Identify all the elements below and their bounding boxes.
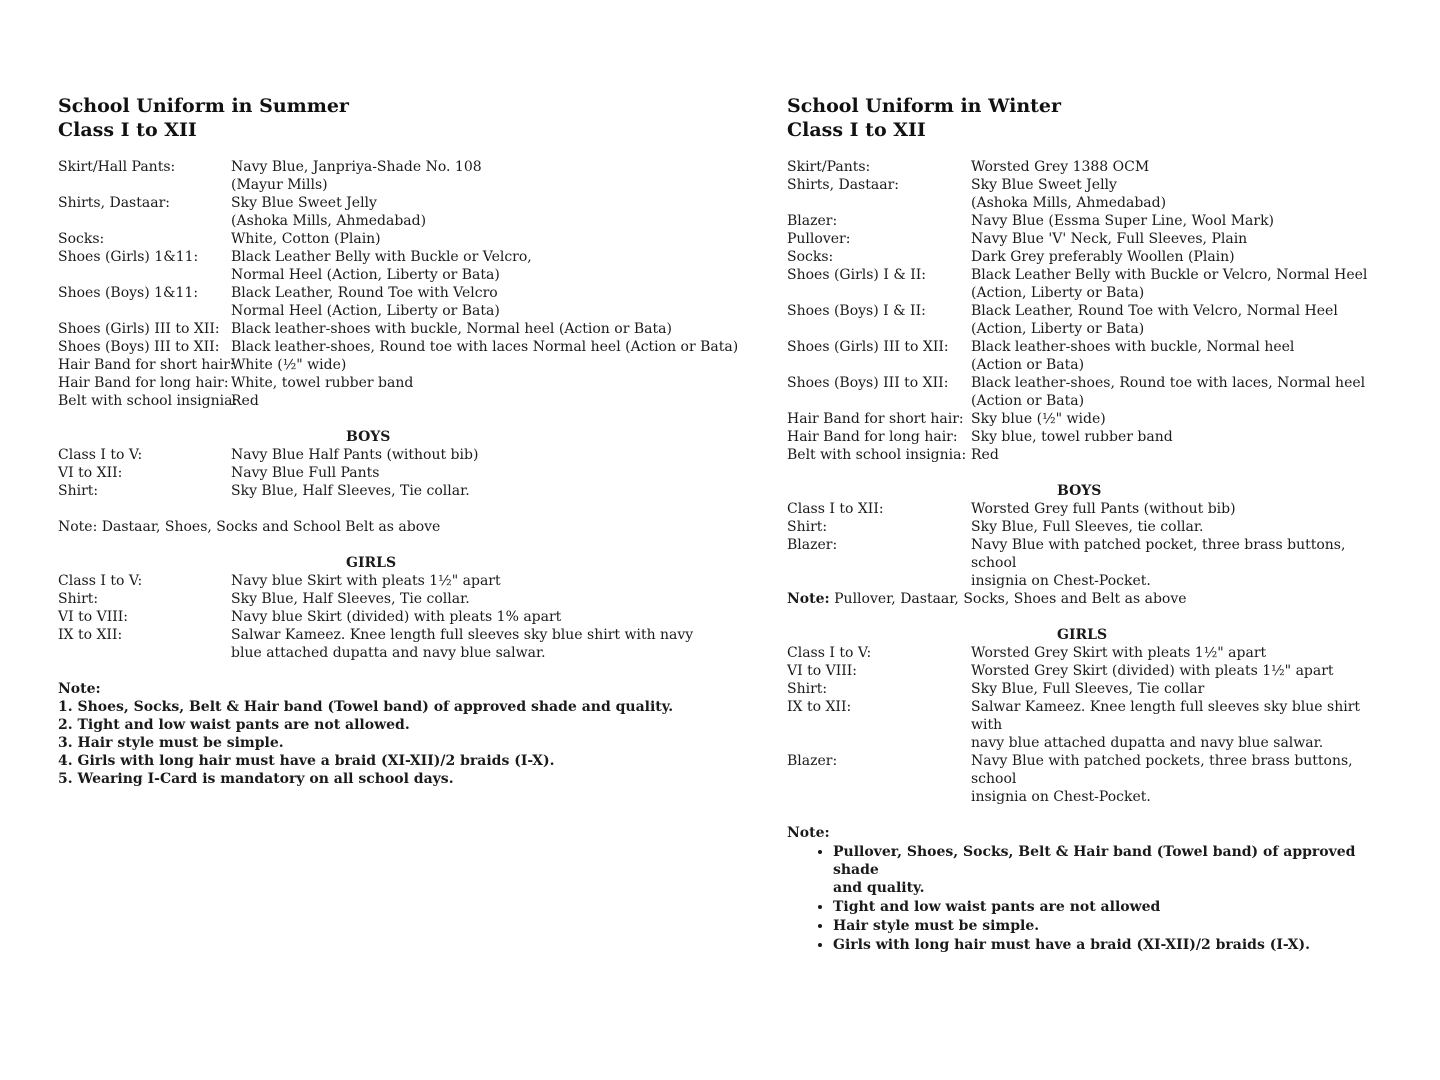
spec-value — [231, 158, 718, 194]
spec-label: Socks: — [787, 249, 834, 265]
spec-label: Shoes (Girls) I & II: — [787, 267, 927, 283]
spec-label: Shirt: — [58, 591, 99, 607]
summer-note-4: 4. Girls with long hair must have a braid (XI-XII)/2 braids (I-X). — [58, 753, 555, 769]
spec-label: Shoes (Boys) 1&11: — [58, 285, 199, 301]
spec-value — [971, 374, 1377, 410]
spec-value — [971, 698, 1377, 752]
spec-value-line: Red — [231, 393, 259, 409]
spec-label: Belt with school insignia: — [58, 393, 238, 409]
spec-label: Class I to XII: — [787, 501, 884, 517]
spec-value-line: Worsted Grey 1388 OCM — [971, 159, 1150, 175]
spec-value — [971, 518, 1377, 536]
spec-row — [787, 518, 1377, 536]
spec-value — [971, 158, 1377, 176]
spec-value — [231, 392, 718, 410]
spec-label: Skirt/Hall Pants: — [58, 159, 176, 175]
spec-row — [58, 482, 718, 500]
spec-value-line: (Ashoka Mills, Ahmedabad) — [231, 213, 427, 229]
spec-value-line: Sky blue (½" wide) — [971, 411, 1106, 427]
spec-value — [971, 752, 1377, 806]
spec-value-line: Navy blue Skirt with pleats 1½" apart — [231, 573, 501, 589]
spec-value-line: Sky Blue, Half Sleeves, Tie collar. — [231, 591, 470, 607]
summer-notes-title: Note: — [58, 681, 101, 697]
summer-girls-items — [58, 572, 718, 662]
spec-row — [58, 572, 718, 590]
spec-value-line: Navy Blue with patched pockets, three brass buttons, school — [971, 753, 1353, 787]
spec-row — [787, 500, 1377, 518]
winter-girls-items — [787, 644, 1377, 806]
spec-value — [231, 590, 718, 608]
spec-row — [58, 284, 718, 320]
spec-row — [58, 464, 718, 482]
spec-row — [787, 248, 1377, 266]
spec-value-line: White, towel rubber band — [231, 375, 414, 391]
spec-value — [231, 194, 718, 230]
spec-value-line: Sky Blue, Full Sleeves, tie collar. — [971, 519, 1204, 535]
summer-girls-heading: GIRLS — [346, 555, 397, 571]
spec-label: Shirt: — [58, 483, 99, 499]
summer-notes — [58, 680, 718, 788]
spec-label: IX to XII: — [787, 699, 852, 715]
spec-row — [58, 320, 718, 338]
spec-value-line: Navy Blue (Essma Super Line, Wool Mark) — [971, 213, 1275, 229]
winter-note-line: • Tight and low waist pants are not allowed — [833, 899, 1161, 915]
spec-value — [971, 176, 1377, 212]
spec-value-line: Navy blue Skirt (divided) with pleats 1% apart — [231, 609, 562, 625]
spec-label: Shirts, Dastaar: — [58, 195, 170, 211]
spec-value — [231, 248, 718, 284]
spec-value — [971, 230, 1377, 248]
spec-value-line: Dark Grey preferably Woollen (Plain) — [971, 249, 1235, 265]
spec-row — [58, 338, 739, 356]
winter-note-item — [833, 936, 1377, 954]
spec-row — [787, 212, 1377, 230]
spec-value-line: Normal Heel (Action, Liberty or Bata) — [231, 303, 500, 319]
spec-value — [971, 410, 1377, 428]
spec-value — [971, 662, 1377, 680]
spec-label: Shoes (Boys) I & II: — [787, 303, 926, 319]
spec-value — [971, 644, 1377, 662]
spec-value-line: Worsted Grey Skirt (divided) with pleats 1½" apart — [971, 663, 1334, 679]
spec-row — [787, 266, 1377, 302]
spec-label: Blazer: — [787, 213, 838, 229]
spec-row — [58, 248, 718, 284]
winter-boys-note — [787, 590, 1377, 608]
spec-value-line: Black leather-shoes with buckle, Normal heel (Action or Bata) — [231, 321, 672, 337]
spec-row — [787, 176, 1377, 212]
spec-label: Shirt: — [787, 519, 828, 535]
spec-value — [971, 302, 1377, 338]
spec-value-line: Navy Blue 'V' Neck, Full Sleeves, Plain — [971, 231, 1248, 247]
spec-label: IX to XII: — [58, 627, 123, 643]
spec-label: Pullover: — [787, 231, 851, 247]
spec-row — [58, 158, 718, 194]
spec-value-line: Navy Blue, Janpriya-Shade No. 108 — [231, 159, 482, 175]
spec-value-line: Sky blue, towel rubber band — [971, 429, 1173, 445]
summer-note-2: 2. Tight and low waist pants are not allowed. — [58, 717, 410, 733]
spec-row — [787, 680, 1377, 698]
spec-value — [231, 626, 718, 662]
spec-row — [787, 662, 1377, 680]
summer-boys-items — [58, 446, 718, 500]
summer-subtitle: Class I to XII — [58, 119, 197, 141]
summer-note-1: 1. Shoes, Socks, Belt & Hair band (Towel band) of approved shade and quality. — [58, 699, 674, 715]
spec-label: Class I to V: — [58, 447, 143, 463]
spec-row — [58, 590, 718, 608]
spec-row — [58, 194, 718, 230]
spec-row — [787, 338, 1377, 374]
winter-note-line: • Girls with long hair must have a braid (XI-XII)/2 braids (I-X). — [833, 937, 1311, 953]
spec-label: Shoes (Girls) 1&11: — [58, 249, 199, 265]
spec-value-line: (Action, Liberty or Bata) — [971, 321, 1145, 337]
spec-value-line: insignia on Chest-Pocket. — [971, 789, 1151, 805]
spec-value — [231, 356, 718, 374]
spec-label: Hair Band for long hair: — [787, 429, 958, 445]
spec-value-line: Worsted Grey full Pants (without bib) — [971, 501, 1236, 517]
spec-value-line: Black leather-shoes with buckle, Normal heel — [971, 339, 1295, 355]
spec-row — [787, 230, 1377, 248]
spec-value — [231, 320, 718, 338]
winter-title: School Uniform in Winter — [787, 95, 1062, 117]
spec-row — [58, 374, 718, 392]
spec-label: Shoes (Girls) III to XII: — [58, 321, 220, 337]
spec-label: Belt with school insignia: — [787, 447, 967, 463]
spec-value-line: Navy Blue with patched pocket, three brass buttons, school — [971, 537, 1346, 571]
spec-value — [971, 248, 1377, 266]
spec-label: Hair Band for short hair: — [787, 411, 964, 427]
spec-value-line: Navy Blue Half Pants (without bib) — [231, 447, 479, 463]
spec-label: VI to VIII: — [787, 663, 858, 679]
spec-label: Blazer: — [787, 537, 838, 553]
spec-value-line: Black Leather Belly with Buckle or Velcro, — [231, 249, 532, 265]
spec-value-line: (Mayur Mills) — [231, 177, 328, 193]
spec-value — [971, 428, 1377, 446]
spec-value — [971, 500, 1377, 518]
spec-value-line: Sky Blue Sweet Jelly — [971, 177, 1117, 193]
spec-value-line: Black leather-shoes, Round toe with laces, Normal heel — [971, 375, 1366, 391]
spec-value — [231, 338, 738, 356]
spec-value-line: (Ashoka Mills, Ahmedabad) — [971, 195, 1167, 211]
spec-value-line: White (½" wide) — [231, 357, 347, 373]
spec-label: VI to XII: — [58, 465, 123, 481]
spec-value — [971, 266, 1377, 302]
summer-note-3: 3. Hair style must be simple. — [58, 735, 284, 751]
winter-note-item — [833, 898, 1377, 916]
spec-label: Class I to V: — [787, 645, 872, 661]
spec-value-line: Black leather-shoes, Round toe with laces Normal heel (Action or Bata) — [231, 339, 739, 355]
spec-value — [231, 374, 718, 392]
winter-items — [787, 158, 1377, 464]
winter-note-line: • Pullover, Shoes, Socks, Belt & Hair band (Towel band) of approved shade — [833, 844, 1356, 878]
spec-value-line: navy blue attached dupatta and navy blue salwar. — [971, 735, 1324, 751]
spec-row — [58, 446, 718, 464]
winter-note-line: and quality. — [833, 880, 925, 896]
spec-value-line: Normal Heel (Action, Liberty or Bata) — [231, 267, 500, 283]
spec-row — [58, 608, 718, 626]
winter-notes-list — [787, 843, 1377, 954]
spec-value — [971, 536, 1377, 590]
spec-row — [787, 428, 1377, 446]
winter-subtitle: Class I to XII — [787, 119, 926, 141]
spec-label: Blazer: — [787, 753, 838, 769]
spec-value-line: Worsted Grey Skirt with pleats 1½" apart — [971, 645, 1267, 661]
spec-row — [787, 302, 1377, 338]
spec-label: Socks: — [58, 231, 105, 247]
spec-value — [231, 572, 718, 590]
spec-row — [787, 644, 1377, 662]
spec-label: Skirt/Pants: — [787, 159, 871, 175]
summer-column — [58, 94, 739, 788]
spec-row — [787, 698, 1377, 752]
spec-value-line: Sky Blue, Half Sleeves, Tie collar. — [231, 483, 470, 499]
spec-row — [787, 374, 1377, 410]
spec-value-line: Black Leather, Round Toe with Velcro, Normal Heel — [971, 303, 1338, 319]
spec-value — [231, 482, 718, 500]
spec-row — [787, 410, 1377, 428]
spec-label: Hair Band for short hair: — [58, 357, 235, 373]
summer-title: School Uniform in Summer — [58, 95, 349, 117]
spec-value-line: Salwar Kameez. Knee length full sleeves sky blue shirt with navy — [231, 627, 694, 643]
spec-value-line: blue attached dupatta and navy blue salwar. — [231, 645, 546, 661]
spec-value-line: Navy Blue Full Pants — [231, 465, 380, 481]
spec-label: Class I to V: — [58, 573, 143, 589]
spec-row — [787, 446, 1377, 464]
winter-boys-heading: BOYS — [1057, 483, 1102, 499]
winter-column — [787, 94, 1377, 955]
spec-value — [971, 212, 1377, 230]
spec-label: Shoes (Boys) III to XII: — [58, 339, 220, 355]
spec-value-line: (Action or Bata) — [971, 393, 1085, 409]
summer-boys-note: Note: Dastaar, Shoes, Socks and School Belt as above — [58, 519, 441, 535]
spec-value-line: Sky Blue Sweet Jelly — [231, 195, 377, 211]
spec-value — [231, 284, 718, 320]
spec-value — [971, 446, 1377, 464]
spec-value-line: Sky Blue, Full Sleeves, Tie collar — [971, 681, 1205, 697]
winter-boys-note-text: Pullover, Dastaar, Socks, Shoes and Belt as above — [829, 591, 1187, 607]
summer-note-5: 5. Wearing I-Card is mandatory on all school days. — [58, 771, 454, 787]
spec-value — [971, 680, 1377, 698]
spec-row — [787, 752, 1377, 806]
winter-note-line: • Hair style must be simple. — [833, 918, 1040, 934]
spec-row — [58, 626, 718, 662]
spec-label: VI to VIII: — [58, 609, 129, 625]
spec-value — [231, 608, 718, 626]
winter-girls-heading: GIRLS — [1057, 627, 1108, 643]
summer-items — [58, 158, 739, 410]
spec-row — [787, 158, 1377, 176]
spec-value-line: (Action or Bata) — [971, 357, 1085, 373]
spec-label: Shirt: — [787, 681, 828, 697]
spec-label: Shoes (Boys) III to XII: — [787, 375, 949, 391]
spec-value-line: Red — [971, 447, 999, 463]
spec-row — [58, 356, 718, 374]
winter-boys-items — [787, 500, 1377, 590]
winter-boys-note-label: Note: — [787, 591, 830, 607]
spec-value — [231, 446, 718, 464]
spec-value-line: insignia on Chest-Pocket. — [971, 573, 1151, 589]
spec-label: Shoes (Girls) III to XII: — [787, 339, 949, 355]
winter-notes-title: Note: — [787, 825, 830, 841]
summer-boys-heading: BOYS — [346, 429, 391, 445]
spec-row — [58, 230, 718, 248]
spec-value — [231, 464, 718, 482]
spec-value-line: Black Leather, Round Toe with Velcro — [231, 285, 498, 301]
spec-value — [231, 230, 718, 248]
spec-value-line: White, Cotton (Plain) — [231, 231, 381, 247]
spec-label: Hair Band for long hair: — [58, 375, 229, 391]
spec-value-line: Black Leather Belly with Buckle or Velcro, Normal Heel — [971, 267, 1368, 283]
winter-note-item — [833, 843, 1377, 897]
spec-value-line: (Action, Liberty or Bata) — [971, 285, 1145, 301]
winter-note-item — [833, 917, 1377, 935]
spec-row — [58, 392, 718, 410]
spec-label: Shirts, Dastaar: — [787, 177, 899, 193]
spec-value — [971, 338, 1377, 374]
spec-row — [787, 536, 1377, 590]
spec-value-line: Salwar Kameez. Knee length full sleeves sky blue shirt with — [971, 699, 1361, 733]
